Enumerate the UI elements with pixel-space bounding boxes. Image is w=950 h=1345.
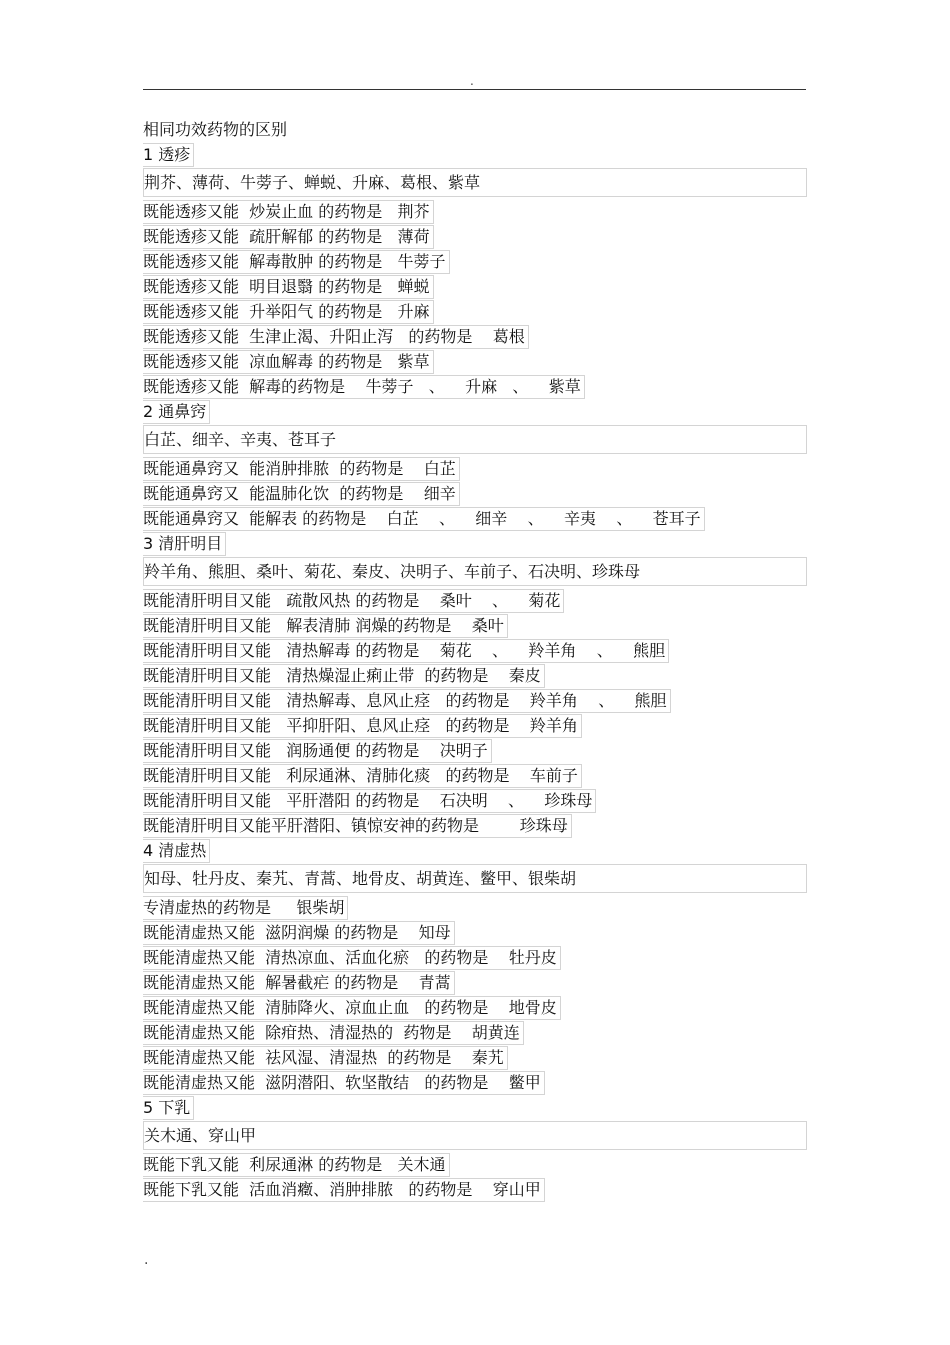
statement-text: 既能透疹又能 炒炭止血 的药物是 荆芥 [143,200,434,224]
statement-text: 既能下乳又能 利尿通淋 的药物是 关木通 [143,1153,450,1177]
header-mark: . [470,74,474,88]
statement-line [143,588,807,613]
statement-line [143,324,807,349]
section-heading [143,142,807,167]
herb-list [143,425,807,454]
statement-line [143,456,807,481]
footer-mark: . [144,1252,149,1268]
statement-text: 既能清肝明目又能 清热解毒 的药物是 菊花 、 羚羊角 、 熊胆 [143,639,669,663]
statement-text: 既能清肝明目又能 润肠通便 的药物是 决明子 [143,739,492,763]
statement-text: 既能透疹又能 凉血解毒 的药物是 紫草 [143,350,434,374]
section-heading [143,1095,807,1120]
statement-text: 既能透疹又能 解毒的药物是 牛蒡子 、 升麻 、 紫草 [143,375,585,399]
statement-line [143,349,807,374]
section-heading [143,531,807,556]
statement-text: 既能清虚热又能 滋阴润燥 的药物是 知母 [143,921,455,945]
statement-text: 既能清肝明目又能 利尿通淋、清肺化痰 的药物是 车前子 [143,764,582,788]
statement-text: 既能通鼻窍又 能消肿排脓 的药物是 白芷 [143,457,460,481]
statement-text: 既能清虚热又能 清肺降火、凉血止血 的药物是 地骨皮 [143,996,561,1020]
statement-text: 既能清虚热又能 除疳热、清湿热的 药物是 胡黄连 [143,1021,524,1045]
herb-list [143,168,807,197]
statement-line [143,945,807,970]
statement-text: 既能清虚热又能 清热凉血、活血化瘀 的药物是 牡丹皮 [143,946,561,970]
statement-line [143,995,807,1020]
statement-text: 既能清肝明目又能平肝潜阳、镇惊安神的药物是 珍珠母 [143,814,572,838]
statement-line [143,374,807,399]
statement-text: 既能清肝明目又能 平抑肝阳、息风止痉 的药物是 羚羊角 [143,714,582,738]
statement-line [143,813,807,838]
statement-text: 既能清肝明目又能 解表清肺 润燥的药物是 桑叶 [143,614,508,638]
herb-list [143,864,807,893]
statement-text: 既能通鼻窍又 能温肺化饮 的药物是 细辛 [143,482,460,506]
doc-title: 相同功效药物的区别 [143,120,288,139]
herb-list-text: 羚羊角、熊胆、桑叶、菊花、秦皮、决明子、车前子、石决明、珍珠母 [144,562,641,581]
herb-list-text: 白芷、细辛、辛夷、苍耳子 [144,430,337,449]
section-heading-text: 1 透疹 [143,143,194,167]
statement-text: 既能透疹又能 解毒散肿 的药物是 牛蒡子 [143,250,450,274]
statement-line [143,663,807,688]
herb-list [143,557,807,586]
statement-text: 既能清虚热又能 滋阴潜阳、软坚散结 的药物是 鳖甲 [143,1071,545,1095]
statement-line [143,481,807,506]
statement-line [143,763,807,788]
statement-text: 既能透疹又能 明目退翳 的药物是 蝉蜕 [143,275,434,299]
statement-text: 既能通鼻窍又 能解表 的药物是 白芷 、 细辛 、 辛夷 、 苍耳子 [143,507,705,531]
statement-line [143,506,807,531]
section-heading-text: 2 通鼻窍 [143,400,210,424]
section-heading [143,838,807,863]
herb-list-text: 知母、牡丹皮、秦艽、青蒿、地骨皮、胡黄连、鳖甲、银柴胡 [144,869,577,888]
statement-line [143,224,807,249]
statement-text: 专清虚热的药物是 银柴胡 [143,896,348,920]
statement-line [143,738,807,763]
section-heading-text: 4 清虚热 [143,839,210,863]
statement-text: 既能清肝明目又能 疏散风热 的药物是 桑叶 、 菊花 [143,589,564,613]
statement-line [143,274,807,299]
statement-line [143,713,807,738]
statement-text: 既能透疹又能 疏肝解郁 的药物是 薄荷 [143,225,434,249]
section-heading-text: 3 清肝明目 [143,532,226,556]
statement-line [143,1020,807,1045]
statement-text: 既能透疹又能 升举阳气 的药物是 升麻 [143,300,434,324]
statement-line [143,613,807,638]
statement-line [143,895,807,920]
statement-line [143,1045,807,1070]
statement-text: 既能清虚热又能 祛风湿、清湿热 的药物是 秦艽 [143,1046,508,1070]
statement-line [143,1177,807,1202]
statement-text: 既能清肝明目又能 清热燥湿止痢止带 的药物是 秦皮 [143,664,545,688]
herb-list-text: 荆芥、薄荷、牛蒡子、蝉蜕、升麻、葛根、紫草 [144,173,481,192]
statement-text: 既能透疹又能 生津止渴、升阳止泻 的药物是 葛根 [143,325,529,349]
statement-line [143,638,807,663]
herb-list-text: 关木通、穿山甲 [144,1126,257,1145]
statement-text: 既能下乳又能 活血消癥、消肿排脓 的药物是 穿山甲 [143,1178,545,1202]
section-heading-text: 5 下乳 [143,1096,194,1120]
statement-line [143,299,807,324]
statement-line [143,1152,807,1177]
statement-line [143,1070,807,1095]
statement-line [143,688,807,713]
statement-line [143,920,807,945]
section-heading [143,399,807,424]
statement-text: 既能清肝明目又能 清热解毒、息风止痉 的药物是 羚羊角 、 熊胆 [143,689,671,713]
statement-text: 既能清肝明目又能 平肝潜阳 的药物是 石决明 、 珍珠母 [143,789,596,813]
header-rule [143,89,806,90]
statement-line [143,970,807,995]
herb-list [143,1121,807,1150]
statement-line [143,788,807,813]
statement-text: 既能清虚热又能 解暑截疟 的药物是 青蒿 [143,971,455,995]
document-body [143,117,807,1202]
statement-line [143,199,807,224]
statement-line [143,249,807,274]
